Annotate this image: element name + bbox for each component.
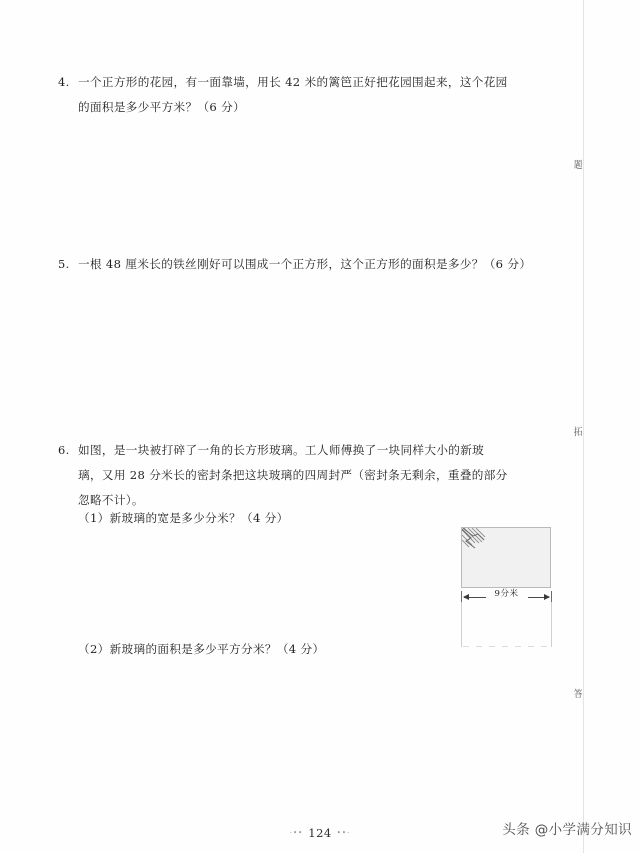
scan-rule-line	[583, 0, 584, 853]
problem-6-line-1	[58, 438, 564, 463]
problem-4-text-line-2: 的面积是多少平方米？（6 分）	[78, 100, 246, 114]
problem-6-line-2	[58, 463, 564, 488]
problem-6-text-line-2: 璃，又用 28 分米长的密封条把这块玻璃的四周封严（密封条无剩余，重叠的部分	[78, 468, 508, 482]
margin-stamp-1: 题	[572, 159, 582, 169]
problem-6-text-line-3: 忽略不计）。	[78, 493, 144, 507]
source-watermark: 头条 @小学满分知识	[502, 822, 632, 838]
dimension-label: 9分米	[486, 588, 528, 600]
problem-5	[58, 252, 564, 277]
problem-4	[58, 70, 564, 120]
glass-rectangle	[461, 527, 551, 588]
extension-line-right	[551, 602, 552, 647]
problem-4-line-1	[58, 70, 564, 95]
width-dimension-line	[461, 590, 552, 604]
problem-6-text-line-1: 如图，是一块被打碎了一角的长方形玻璃。工人师傅换了一块同样大小的新玻	[78, 443, 485, 457]
extension-line-left	[461, 602, 462, 647]
page-ornament-left: ·••	[289, 829, 304, 837]
problem-6-number: 6.	[58, 443, 70, 457]
broken-glass-figure	[455, 520, 565, 650]
dimension-arrow-right-icon	[544, 594, 550, 600]
problem-5-number: 5.	[58, 257, 70, 271]
margin-stamp-3: 答	[572, 688, 582, 698]
problem-5-text-line-1: 一根 48 厘米长的铁丝刚好可以围成一个正方形，这个正方形的面积是多少？（6 分）	[78, 257, 532, 271]
extension-dashed-line	[463, 646, 551, 647]
problem-6	[58, 438, 564, 513]
margin-stamp-2: 拓	[572, 426, 582, 436]
problem-4-line-2	[58, 95, 564, 120]
problem-4-number: 4.	[58, 75, 70, 89]
page-number: 124	[308, 826, 332, 840]
problem-4-text-line-1: 一个正方形的花园，有一面靠墙，用长 42 米的篱笆正好把花园围起来，这个花园	[78, 75, 508, 89]
page-number-group	[290, 826, 350, 840]
dimension-arrow-left-icon	[463, 594, 469, 600]
problem-5-line-1	[58, 252, 564, 277]
page-ornament-right: ••·	[336, 829, 351, 837]
problem-6-subquestion-2-text: （2）新玻璃的面积是多少平方分米？（4 分）	[78, 642, 325, 656]
problem-6-subquestion-1-text: （1）新玻璃的宽是多少分米？（4 分）	[78, 511, 289, 525]
